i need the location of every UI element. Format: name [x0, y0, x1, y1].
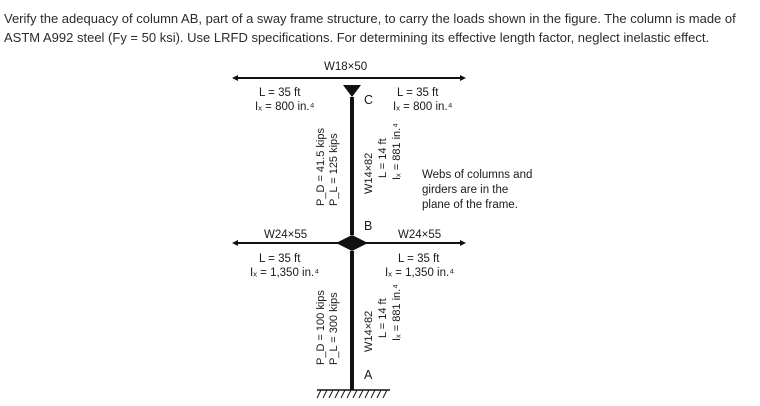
upper-dead-load: P_D = 41.5 kips [315, 128, 327, 206]
middle-right-inertia: Iₓ = 1,350 in.⁴ [385, 267, 455, 279]
lower-column-inertia: Iₓ = 881 in.⁴ [391, 284, 403, 341]
upper-column-section: W14×82 [363, 152, 375, 194]
middle-right-arrow-icon [460, 240, 466, 246]
top-right-length: L = 35 ft [397, 87, 439, 99]
middle-right-length: L = 35 ft [398, 253, 440, 265]
lower-column-section: W14×82 [363, 310, 375, 352]
top-left-inertia: Iₓ = 800 in.⁴ [255, 101, 315, 113]
middle-left-section: W24×55 [264, 229, 308, 241]
node-b-label: B [364, 219, 373, 233]
node-c-label: C [364, 93, 374, 107]
problem-statement: Verify the adequacy of column AB, part of a sway frame structure, to carry the loads shown in the figure. The column is made of ASTM A992 steel (Fy = 50 ksi). Use LRFD specifications. For determining its effective length factor, neglect inelastic effect. [4, 11, 736, 45]
lower-live-load: P_L = 300 kips [328, 292, 340, 365]
upper-column-inertia: Iₓ = 881 in.⁴ [391, 123, 403, 180]
top-right-arrow-icon [460, 75, 466, 81]
upper-column-length: L = 14 ft [377, 138, 389, 178]
fixed-support-hatch-icon [317, 390, 387, 398]
joint-c-icon [343, 85, 361, 97]
middle-right-section: W24×55 [398, 229, 442, 241]
note-line-3: plane of the frame. [422, 199, 518, 211]
top-left-length: L = 35 ft [259, 87, 301, 99]
middle-left-length: L = 35 ft [259, 253, 301, 265]
note-line-2: girders are in the [422, 184, 509, 196]
joint-b-right-icon [352, 235, 368, 251]
joint-b-left-icon [336, 235, 352, 251]
middle-left-inertia: Iₓ = 1,350 in.⁴ [250, 267, 320, 279]
top-left-arrow-icon [232, 75, 238, 81]
upper-live-load: P_L = 125 kips [328, 133, 340, 206]
top-right-inertia: Iₓ = 800 in.⁴ [393, 101, 453, 113]
node-a-label: A [364, 368, 373, 382]
lower-dead-load: P_D = 100 kips [315, 290, 327, 365]
note-line-1: Webs of columns and [422, 169, 533, 181]
lower-column-length: L = 14 ft [377, 298, 389, 338]
middle-left-arrow-icon [232, 240, 238, 246]
top-girder-section: W18×50 [324, 61, 368, 73]
